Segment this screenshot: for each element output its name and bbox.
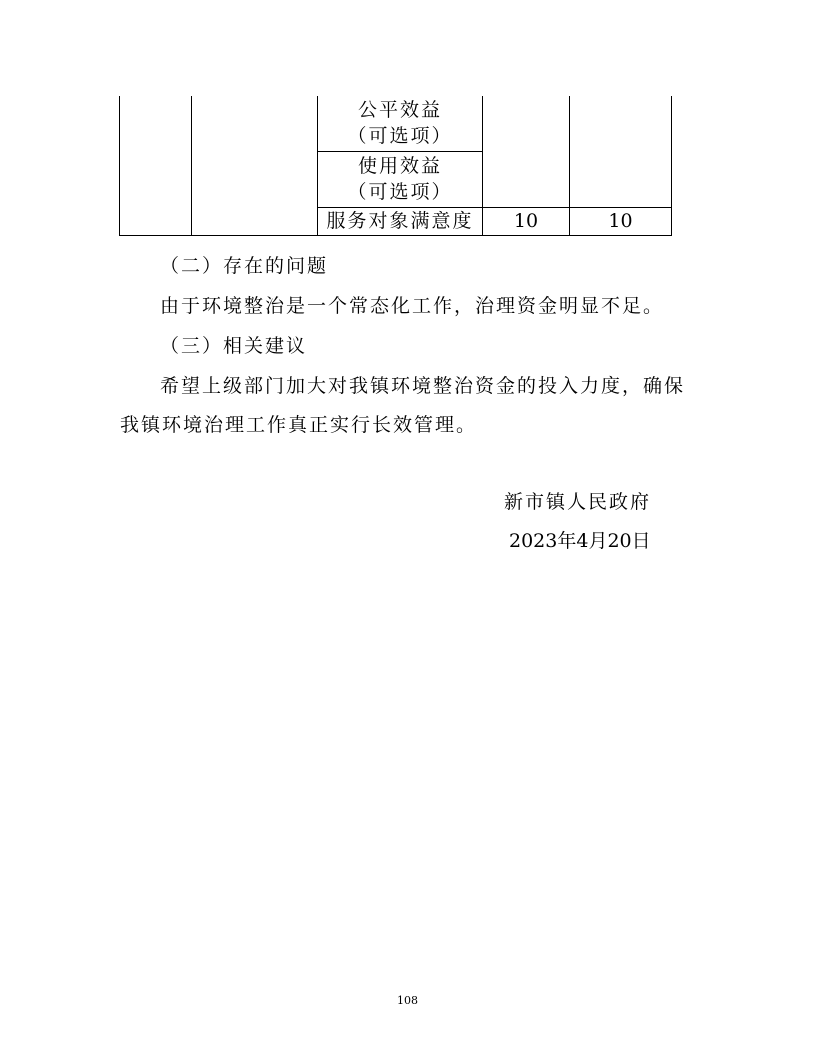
table-cell-col2 xyxy=(192,96,318,235)
suggestions-text-line1: 希望上级部门加大对我镇环境整治资金的投入力度，确保 xyxy=(160,375,686,397)
indicator-name: 使用效益 xyxy=(357,155,442,177)
suggestions-heading: （三）相关建议 xyxy=(160,335,308,357)
table-cell-col1 xyxy=(120,96,192,235)
table-cell-col4 xyxy=(483,96,570,207)
indicator-name: 服务对象满意度 xyxy=(326,210,474,232)
problems-heading: （二）存在的问题 xyxy=(160,255,329,277)
page-number: 108 xyxy=(397,994,418,1007)
table-cell-indicator xyxy=(318,151,483,207)
table-cell-indicator xyxy=(318,207,483,235)
suggestions-text-line2: 我镇环境治理工作真正实行长效管理。 xyxy=(120,414,478,436)
signature-org: 新市镇人民政府 xyxy=(504,491,652,513)
table-cell-col4: 10 xyxy=(483,207,570,235)
indicator-note: （可选项） xyxy=(347,125,453,148)
indicator-note: （可选项） xyxy=(347,181,453,203)
signature-date: 2023年4月20日 xyxy=(509,530,651,552)
table-cell-col5: 10 xyxy=(570,207,672,235)
table-cell-indicator xyxy=(318,96,483,151)
table-cell-col5 xyxy=(570,96,672,207)
indicator-name: 公平效益 xyxy=(357,99,442,122)
problems-text: 由于环境整治是一个常态化工作，治理资金明显不足。 xyxy=(160,295,665,317)
performance-table xyxy=(119,96,672,236)
table-row xyxy=(120,96,672,151)
